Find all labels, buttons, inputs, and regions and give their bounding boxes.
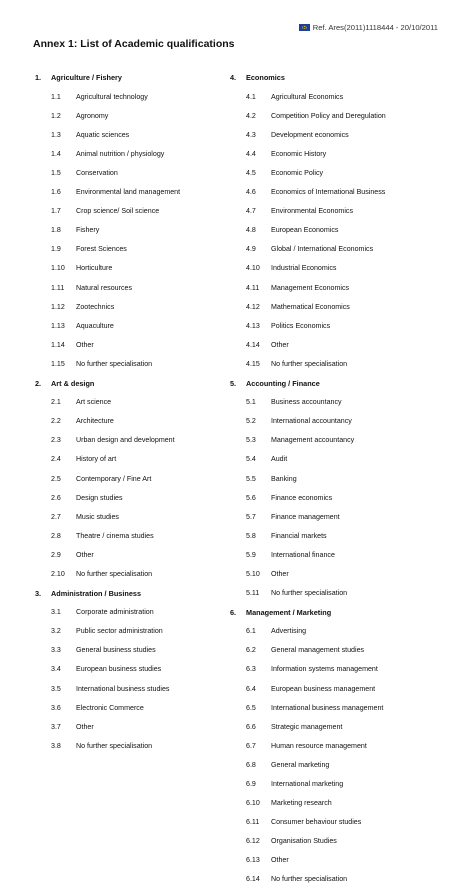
item-number: 4.4	[246, 149, 256, 158]
section-label: Accounting / Finance	[246, 378, 320, 388]
item-label: Agricultural Economics	[271, 92, 344, 101]
reference-text: Ref. Ares(2011)1118444 - 20/10/2011	[312, 23, 438, 32]
item-label: Aquatic sciences	[76, 130, 130, 139]
item-label: Crop science/ Soil science	[76, 207, 160, 216]
item-number: 3.2	[51, 627, 61, 636]
item-label: Contemporary / Fine Art	[76, 474, 152, 483]
list-item	[35, 564, 240, 583]
item-number: 1.1	[51, 92, 61, 101]
item-number: 1.4	[51, 149, 61, 158]
list-item	[230, 316, 435, 335]
list-item	[35, 736, 240, 755]
section-label: Administration / Business	[51, 588, 142, 598]
item-label: Aquaculture	[76, 321, 114, 330]
list-item	[230, 755, 435, 774]
list-item	[230, 660, 435, 679]
item-number: 4.3	[246, 130, 256, 139]
section-heading	[35, 374, 240, 393]
section-number: 5.	[230, 378, 237, 388]
item-label: Agronomy	[76, 111, 109, 120]
list-item	[230, 584, 435, 603]
list-item	[230, 469, 435, 488]
item-number: 2.6	[51, 493, 61, 502]
list-item	[230, 240, 435, 259]
item-label: Business accountancy	[271, 398, 342, 407]
item-label: Other	[271, 340, 289, 349]
item-label: Art science	[76, 398, 112, 407]
section-label: Economics	[246, 73, 285, 83]
item-number: 5.2	[246, 417, 256, 426]
item-number: 1.13	[51, 321, 65, 330]
section-number: 4.	[230, 73, 237, 83]
item-number: 4.2	[246, 111, 256, 120]
item-number: 6.4	[246, 684, 256, 693]
item-number: 3.3	[51, 646, 61, 655]
section-number: 2.	[35, 378, 42, 388]
item-label: Finance economics	[271, 493, 333, 502]
list-item	[35, 545, 240, 564]
item-label: Natural resources	[76, 283, 132, 292]
item-label: Politics Economics	[271, 321, 331, 330]
list-item	[35, 412, 240, 431]
list-item	[35, 87, 240, 106]
section-number: 1.	[35, 73, 42, 83]
item-label: No further specialisation	[76, 741, 153, 750]
section-label: Agriculture / Fishery	[51, 73, 122, 83]
item-number: 1.8	[51, 226, 61, 235]
item-number: 6.9	[246, 780, 256, 789]
item-number: 5.5	[246, 474, 256, 483]
item-label: Strategic management	[271, 722, 343, 731]
item-number: 4.5	[246, 169, 256, 178]
list-item	[230, 622, 435, 641]
list-item	[35, 106, 240, 125]
list-item	[35, 163, 240, 182]
section-number: 3.	[35, 588, 42, 598]
item-number: 1.12	[51, 302, 65, 311]
item-number: 6.10	[246, 799, 260, 808]
section-label: Art & design	[51, 378, 95, 388]
list-item	[230, 851, 435, 870]
item-label: Industrial Economics	[271, 264, 337, 273]
item-label: Design studies	[76, 493, 123, 502]
item-number: 6.14	[246, 875, 260, 884]
list-item	[230, 297, 435, 316]
item-number: 2.5	[51, 474, 61, 483]
list-item	[35, 622, 240, 641]
list-item	[35, 526, 240, 545]
item-number: 4.14	[246, 340, 260, 349]
list-item	[35, 144, 240, 163]
section-heading	[230, 374, 435, 393]
list-item	[230, 335, 435, 354]
list-item	[35, 641, 240, 660]
item-label: Management accountancy	[271, 436, 355, 445]
item-label: Financial markets	[271, 531, 327, 540]
item-number: 2.8	[51, 531, 61, 540]
item-number: 3.5	[51, 684, 61, 693]
list-item	[230, 526, 435, 545]
item-label: Public sector administration	[76, 627, 163, 636]
list-item	[230, 564, 435, 583]
item-number: 2.1	[51, 398, 61, 407]
item-label: Agricultural technology	[76, 92, 148, 101]
section-number: 6.	[230, 607, 237, 617]
item-number: 1.10	[51, 264, 65, 273]
item-label: Music studies	[76, 512, 119, 521]
list-item	[230, 794, 435, 813]
list-item	[230, 144, 435, 163]
item-label: Audit	[271, 455, 288, 464]
item-number: 6.8	[246, 760, 256, 769]
item-number: 1.2	[51, 111, 61, 120]
item-number: 6.12	[246, 837, 260, 846]
list-item	[35, 393, 240, 412]
item-label: History of art	[76, 455, 117, 464]
item-number: 5.10	[246, 569, 260, 578]
list-item	[230, 736, 435, 755]
item-label: Electronic Commerce	[76, 703, 144, 712]
item-number: 2.2	[51, 417, 61, 426]
item-number: 6.2	[246, 646, 256, 655]
item-label: Advertising	[271, 627, 307, 636]
list-item	[35, 431, 240, 450]
item-label: Environmental land management	[76, 188, 181, 197]
reference-header	[299, 23, 438, 32]
list-item	[35, 335, 240, 354]
list-item	[35, 278, 240, 297]
item-number: 3.8	[51, 741, 61, 750]
item-label: No further specialisation	[76, 359, 153, 368]
list-item	[35, 679, 240, 698]
list-item	[35, 698, 240, 717]
item-number: 6.11	[246, 818, 260, 827]
item-number: 5.7	[246, 512, 256, 521]
item-number: 3.6	[51, 703, 61, 712]
list-item	[35, 202, 240, 221]
item-label: Forest Sciences	[76, 245, 127, 254]
list-item	[35, 221, 240, 240]
list-item	[35, 240, 240, 259]
item-label: General business studies	[76, 646, 156, 655]
item-label: Other	[271, 856, 289, 865]
item-label: General marketing	[271, 760, 330, 769]
list-item	[230, 412, 435, 431]
list-item	[230, 450, 435, 469]
item-number: 4.1	[246, 92, 256, 101]
list-item	[230, 545, 435, 564]
list-item	[230, 774, 435, 793]
list-item	[230, 106, 435, 125]
item-label: Economic Policy	[271, 169, 324, 178]
item-number: 4.6	[246, 188, 256, 197]
item-number: 4.11	[246, 283, 260, 292]
list-item	[35, 450, 240, 469]
item-label: Theatre / cinema studies	[76, 531, 154, 540]
item-number: 4.8	[246, 226, 256, 235]
item-number: 4.7	[246, 207, 256, 216]
item-label: Other	[76, 550, 94, 559]
list-item	[230, 202, 435, 221]
list-item	[230, 221, 435, 240]
item-label: Global / International Economics	[271, 245, 374, 254]
item-number: 6.7	[246, 741, 256, 750]
item-number: 3.4	[51, 665, 61, 674]
item-label: Urban design and development	[76, 436, 175, 445]
item-label: General management studies	[271, 646, 365, 655]
item-label: Human resource management	[271, 741, 367, 750]
item-label: Consumer behaviour studies	[271, 818, 362, 827]
item-label: No further specialisation	[271, 359, 348, 368]
item-number: 6.5	[246, 703, 256, 712]
item-label: Economics of International Business	[271, 188, 386, 197]
item-label: No further specialisation	[76, 569, 153, 578]
item-number: 5.11	[246, 589, 260, 598]
right-column	[230, 68, 435, 889]
list-item	[35, 488, 240, 507]
list-item	[230, 431, 435, 450]
item-number: 6.6	[246, 722, 256, 731]
list-item	[35, 316, 240, 335]
list-item	[230, 698, 435, 717]
list-item	[230, 393, 435, 412]
item-number: 1.14	[51, 340, 65, 349]
item-label: Animal nutrition / physiology	[76, 149, 165, 158]
list-item	[230, 488, 435, 507]
item-label: Other	[76, 722, 94, 731]
item-number: 1.11	[51, 283, 65, 292]
item-number: 6.1	[246, 627, 256, 636]
item-label: International business management	[271, 703, 384, 712]
list-item	[35, 297, 240, 316]
section-heading	[35, 584, 240, 603]
item-label: Conservation	[76, 169, 118, 178]
item-label: Other	[271, 569, 289, 578]
item-number: 6.3	[246, 665, 256, 674]
item-label: Finance management	[271, 512, 340, 521]
list-item	[35, 183, 240, 202]
list-item	[230, 163, 435, 182]
section-heading	[230, 603, 435, 622]
list-item	[35, 717, 240, 736]
item-number: 4.9	[246, 245, 256, 254]
item-number: 5.8	[246, 531, 256, 540]
list-item	[35, 469, 240, 488]
list-item	[230, 679, 435, 698]
list-item	[230, 278, 435, 297]
item-label: European Economics	[271, 226, 339, 235]
item-number: 2.7	[51, 512, 61, 521]
item-label: Architecture	[76, 417, 114, 426]
item-number: 4.13	[246, 321, 260, 330]
list-item	[230, 832, 435, 851]
item-number: 5.4	[246, 455, 256, 464]
item-number: 1.6	[51, 188, 61, 197]
item-label: Development economics	[271, 130, 349, 139]
list-item	[230, 87, 435, 106]
item-label: Corporate administration	[76, 608, 154, 617]
item-number: 2.10	[51, 569, 65, 578]
list-item	[35, 603, 240, 622]
item-number: 1.7	[51, 207, 61, 216]
item-label: No further specialisation	[271, 589, 348, 598]
item-label: International marketing	[271, 780, 344, 789]
list-item	[35, 125, 240, 144]
item-number: 1.9	[51, 245, 61, 254]
item-number: 5.3	[246, 436, 256, 445]
list-item	[35, 259, 240, 278]
item-number: 1.5	[51, 169, 61, 178]
item-label: Economic History	[271, 149, 327, 158]
list-item	[230, 354, 435, 373]
item-label: No further specialisation	[271, 875, 348, 884]
item-label: International accountancy	[271, 417, 352, 426]
item-number: 4.10	[246, 264, 260, 273]
list-item	[230, 125, 435, 144]
list-item	[35, 354, 240, 373]
item-label: Horticulture	[76, 264, 113, 273]
item-number: 1.3	[51, 130, 61, 139]
list-item	[35, 660, 240, 679]
item-number: 3.7	[51, 722, 61, 731]
list-item	[230, 870, 435, 889]
item-label: Information systems management	[271, 665, 378, 674]
item-number: 6.13	[246, 856, 260, 865]
item-label: Management Economics	[271, 283, 350, 292]
page-title: Annex 1: List of Academic qualifications	[33, 38, 235, 50]
list-item	[230, 507, 435, 526]
eu-flag-icon	[299, 24, 310, 31]
item-label: European business management	[271, 684, 376, 693]
item-number: 5.1	[246, 398, 256, 407]
item-label: Banking	[271, 474, 297, 483]
item-label: Organisation Studies	[271, 837, 337, 846]
item-number: 4.12	[246, 302, 260, 311]
item-label: Marketing research	[271, 799, 332, 808]
item-label: Other	[76, 340, 94, 349]
left-column	[35, 68, 240, 755]
list-item	[230, 641, 435, 660]
item-number: 5.9	[246, 550, 256, 559]
item-label: Zootechnics	[76, 302, 115, 311]
item-label: Mathematical Economics	[271, 302, 350, 311]
item-label: Competition Policy and Deregulation	[271, 111, 386, 120]
item-label: International finance	[271, 550, 335, 559]
item-label: Environmental Economics	[271, 207, 354, 216]
section-heading	[230, 68, 435, 87]
item-number: 2.4	[51, 455, 61, 464]
item-number: 4.15	[246, 359, 260, 368]
item-label: Fishery	[76, 226, 100, 235]
section-heading	[35, 68, 240, 87]
item-number: 3.1	[51, 608, 61, 617]
section-label: Management / Marketing	[246, 607, 332, 617]
item-number: 2.9	[51, 550, 61, 559]
list-item	[35, 507, 240, 526]
item-number: 5.6	[246, 493, 256, 502]
list-item	[230, 813, 435, 832]
list-item	[230, 717, 435, 736]
item-label: European business studies	[76, 665, 162, 674]
item-label: International business studies	[76, 684, 170, 693]
item-number: 2.3	[51, 436, 61, 445]
item-number: 1.15	[51, 359, 65, 368]
list-item	[230, 259, 435, 278]
list-item	[230, 183, 435, 202]
